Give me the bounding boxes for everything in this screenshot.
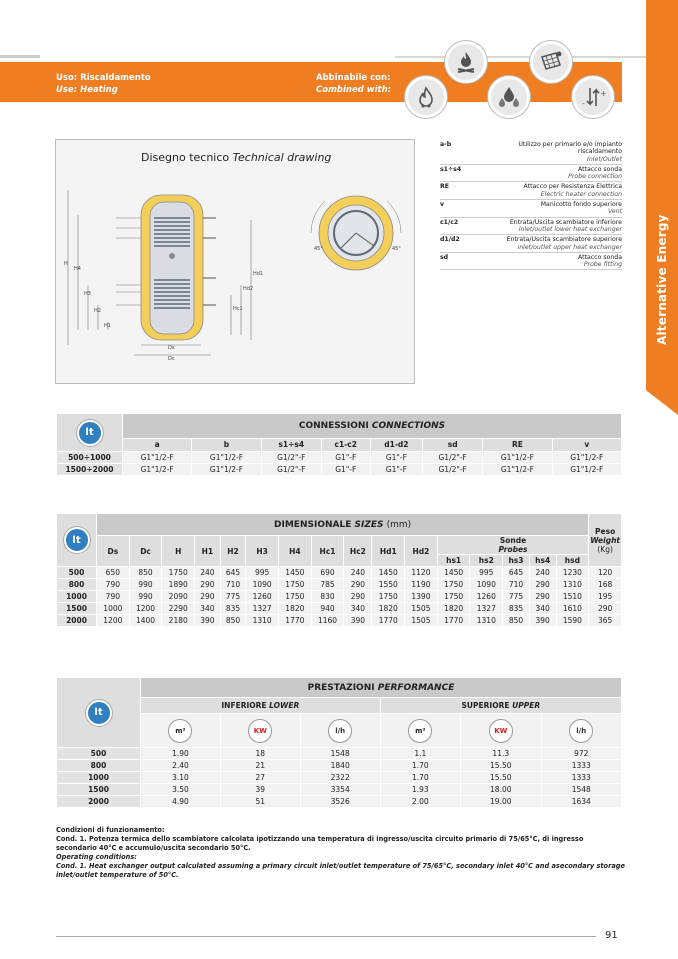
cell: 1450 bbox=[372, 567, 405, 579]
cell: 1550 bbox=[372, 579, 405, 591]
legend-key: d1/d2 bbox=[440, 236, 460, 244]
legend-value: Manicotto fondo superiore Vent bbox=[480, 201, 622, 216]
cell: 290 bbox=[589, 603, 622, 615]
cell: 990 bbox=[129, 579, 162, 591]
cell: 168 bbox=[589, 579, 622, 591]
cell: 790 bbox=[97, 579, 130, 591]
cell: 15.50 bbox=[461, 772, 541, 784]
cell: 3526 bbox=[300, 796, 380, 808]
cell: 340 bbox=[195, 603, 221, 615]
cell: 650 bbox=[97, 567, 130, 579]
connections-table bbox=[56, 413, 622, 476]
cell: 1634 bbox=[541, 796, 622, 808]
cell: 1548 bbox=[300, 748, 380, 760]
legend-value: Entrata/Uscita scambiatore inferiore inlet/outlet lower heat exchanger bbox=[480, 219, 622, 234]
column-header: Hc1 bbox=[311, 536, 344, 567]
performance-table bbox=[56, 677, 622, 808]
cell: G1"1/2-F bbox=[483, 452, 552, 464]
cell: 940 bbox=[311, 603, 344, 615]
legend-row bbox=[440, 235, 622, 253]
row-label: 1000 bbox=[57, 591, 97, 603]
legend-row bbox=[440, 218, 622, 236]
liters-icon: lt bbox=[86, 700, 112, 726]
top-rule-left bbox=[0, 55, 40, 58]
legend-key: c1/c2 bbox=[440, 218, 459, 226]
svg-text:H: H bbox=[64, 261, 68, 267]
cell: 1770 bbox=[437, 615, 470, 627]
legend-value-en: Electric heater connection bbox=[540, 190, 622, 198]
performance-title: PRESTAZIONI PERFORMANCE bbox=[141, 678, 622, 698]
column-header: b bbox=[192, 438, 261, 451]
cell: 2.40 bbox=[141, 760, 221, 772]
cell: 835 bbox=[220, 603, 246, 615]
cell: 645 bbox=[220, 567, 246, 579]
cell: 1.70 bbox=[380, 760, 460, 772]
cell: 775 bbox=[503, 591, 530, 603]
sizes-title: DIMENSIONALE SIZES (mm) bbox=[97, 514, 589, 536]
cell: 1200 bbox=[97, 615, 130, 627]
row-label: 1500 bbox=[57, 603, 97, 615]
column-header: s1÷s4 bbox=[261, 438, 321, 451]
footer-rule bbox=[56, 936, 596, 937]
column-header: RE bbox=[483, 438, 552, 451]
cell: 1610 bbox=[556, 603, 589, 615]
cell: 390 bbox=[529, 615, 556, 627]
cell: 995 bbox=[470, 567, 503, 579]
table-row bbox=[57, 615, 622, 627]
column-header: H1 bbox=[195, 536, 221, 567]
legend-value: Utilizzo per primario e/o impianto riscaldamento Inlet/Outlet bbox=[480, 141, 622, 163]
cell: 1400 bbox=[129, 615, 162, 627]
svg-text:45°: 45° bbox=[392, 246, 401, 252]
unit-icon: l/h bbox=[328, 719, 352, 743]
cell: 1190 bbox=[405, 579, 438, 591]
legend-value-en: Probe connection bbox=[568, 173, 622, 181]
svg-text:Hd2: Hd2 bbox=[243, 286, 254, 292]
cell: 120 bbox=[589, 567, 622, 579]
legend-value: Attacco per Resistenza Elettrica Electric heater connection bbox=[480, 183, 622, 198]
cell: G1"-F bbox=[321, 464, 370, 476]
column-header: hs1 bbox=[437, 555, 470, 567]
unit-cell bbox=[541, 714, 622, 748]
column-header: sd bbox=[423, 438, 483, 451]
technical-drawing-panel bbox=[55, 139, 415, 384]
cell: 390 bbox=[344, 615, 372, 627]
cell: G1"-F bbox=[370, 464, 422, 476]
cell: 365 bbox=[589, 615, 622, 627]
legend-row bbox=[440, 200, 622, 218]
operating-notes: Condizioni di funzionamento: Cond. 1. Potenza termica dello scambiatore calcolata ipotizzando una temperatura di ingresso/uscita circuito primario di 75/65°C, di ingresso secondario 40°C e accumulo/uscita secondario 50°C. Operating conditions: Cond. 1. Heat exchanger output calculated assuming a primary circuit inlet/outlet temperature of 75/65°C, secondary inlet 40°C and asecondary storage inlet/outlet temperature of 50°C. bbox=[56, 826, 625, 879]
cell: 710 bbox=[503, 579, 530, 591]
cell: 2322 bbox=[300, 772, 380, 784]
cell: 290 bbox=[529, 591, 556, 603]
cell: 2090 bbox=[162, 591, 195, 603]
cell: 15.50 bbox=[461, 760, 541, 772]
probes-header bbox=[437, 536, 588, 555]
cell: 290 bbox=[195, 579, 221, 591]
cell: 1260 bbox=[246, 591, 279, 603]
cell: G1"1/2-F bbox=[483, 464, 552, 476]
cell: 1590 bbox=[556, 615, 589, 627]
svg-text:Hd1: Hd1 bbox=[253, 271, 264, 277]
cell: G1/2"-F bbox=[261, 452, 321, 464]
solar-panel-icon bbox=[530, 41, 572, 83]
cell: 18 bbox=[220, 748, 300, 760]
column-header: H bbox=[162, 536, 195, 567]
cell: G1"-F bbox=[370, 452, 422, 464]
legend-value-en: inlet/outlet upper heat exchanger bbox=[517, 243, 622, 251]
column-header: H4 bbox=[279, 536, 312, 567]
unit-cell bbox=[380, 714, 460, 748]
cell: 1750 bbox=[372, 591, 405, 603]
cell: 18.00 bbox=[461, 784, 541, 796]
liters-icon: lt bbox=[64, 527, 90, 553]
combined-label: Abbinabile con: Combined with: bbox=[316, 73, 392, 95]
cell: G1"1/2-F bbox=[192, 452, 261, 464]
cell: 240 bbox=[195, 567, 221, 579]
column-header: c1-c2 bbox=[321, 438, 370, 451]
unit-cell bbox=[220, 714, 300, 748]
sizes-table bbox=[56, 513, 622, 627]
cell: 3354 bbox=[300, 784, 380, 796]
legend bbox=[440, 140, 622, 270]
cell: 1750 bbox=[162, 567, 195, 579]
cell: 290 bbox=[344, 579, 372, 591]
cell: 1.1 bbox=[380, 748, 460, 760]
legend-value: Attacco sonda Probe fitting bbox=[480, 254, 622, 269]
cell: 775 bbox=[220, 591, 246, 603]
cell: 1000 bbox=[97, 603, 130, 615]
upper-header: SUPERIORE UPPER bbox=[380, 698, 621, 714]
row-label: 1000 bbox=[57, 772, 141, 784]
cell: 2290 bbox=[162, 603, 195, 615]
probes-label-en: Probes bbox=[498, 545, 528, 554]
cell: 1820 bbox=[279, 603, 312, 615]
svg-text:Ds: Ds bbox=[168, 345, 175, 351]
table-row bbox=[57, 452, 622, 464]
cell: 1510 bbox=[556, 591, 589, 603]
unit-icon: m² bbox=[408, 719, 432, 743]
row-label: 2000 bbox=[57, 796, 141, 808]
cell: 39 bbox=[220, 784, 300, 796]
legend-row bbox=[440, 140, 622, 165]
table-row bbox=[57, 603, 622, 615]
cell: 1750 bbox=[279, 579, 312, 591]
legend-row bbox=[440, 182, 622, 200]
row-label: 800 bbox=[57, 760, 141, 772]
cell: 1230 bbox=[556, 567, 589, 579]
cell: 1750 bbox=[437, 579, 470, 591]
cell: 340 bbox=[529, 603, 556, 615]
cell: 830 bbox=[311, 591, 344, 603]
cell: G1"1/2-F bbox=[123, 464, 192, 476]
column-header: Ds bbox=[97, 536, 130, 567]
legend-row bbox=[440, 165, 622, 183]
cell: 1310 bbox=[556, 579, 589, 591]
row-label: 500 bbox=[57, 748, 141, 760]
cell: 2180 bbox=[162, 615, 195, 627]
cell: 1750 bbox=[437, 591, 470, 603]
column-header: hs2 bbox=[470, 555, 503, 567]
cell: 19.00 bbox=[461, 796, 541, 808]
cell: 645 bbox=[503, 567, 530, 579]
cell: 1450 bbox=[279, 567, 312, 579]
cell: 1.70 bbox=[380, 772, 460, 784]
sidebar-tab bbox=[646, 0, 678, 959]
cell: 3.50 bbox=[141, 784, 221, 796]
row-label: 1500 bbox=[57, 784, 141, 796]
probes-label: Sonde bbox=[499, 536, 527, 545]
cell: G1"1/2-F bbox=[192, 464, 261, 476]
column-header: hs3 bbox=[503, 555, 530, 567]
cell: G1"1/2-F bbox=[552, 452, 621, 464]
cell: 240 bbox=[529, 567, 556, 579]
column-header: d1-d2 bbox=[370, 438, 422, 451]
cell: 4.90 bbox=[141, 796, 221, 808]
lower-header: INFERIORE LOWER bbox=[141, 698, 381, 714]
table-row bbox=[57, 796, 622, 808]
unit-icon: l/h bbox=[569, 719, 593, 743]
weight-header: Peso Weight (Kg) bbox=[589, 514, 622, 567]
svg-text:Dc: Dc bbox=[168, 356, 175, 362]
cell: 1333 bbox=[541, 772, 622, 784]
row-label: 500÷1000 bbox=[57, 452, 123, 464]
cell: 1090 bbox=[470, 579, 503, 591]
cell: 1310 bbox=[246, 615, 279, 627]
cell: 1327 bbox=[246, 603, 279, 615]
cell: 1450 bbox=[437, 567, 470, 579]
table-row bbox=[57, 567, 622, 579]
cell: 1260 bbox=[470, 591, 503, 603]
column-header: H3 bbox=[246, 536, 279, 567]
heat-pump-icon bbox=[572, 76, 614, 118]
water-drops-icon bbox=[488, 76, 530, 118]
cell: G1/2"-F bbox=[423, 464, 483, 476]
cell: 1840 bbox=[300, 760, 380, 772]
cell: 21 bbox=[220, 760, 300, 772]
cell: 1505 bbox=[405, 615, 438, 627]
cell: 1310 bbox=[470, 615, 503, 627]
legend-value-en: Vent bbox=[607, 208, 622, 216]
column-header: Hd1 bbox=[372, 536, 405, 567]
cell: 340 bbox=[344, 603, 372, 615]
svg-text:H3: H3 bbox=[84, 291, 91, 297]
cell: 290 bbox=[529, 579, 556, 591]
legend-value: Attacco sonda Probe connection bbox=[480, 166, 622, 181]
gas-flame-icon bbox=[405, 76, 447, 118]
cell: 850 bbox=[129, 567, 162, 579]
column-header: Hc2 bbox=[344, 536, 372, 567]
cell: 1820 bbox=[437, 603, 470, 615]
svg-text:H4: H4 bbox=[74, 266, 81, 272]
svg-text:+: + bbox=[600, 89, 607, 98]
cell: 995 bbox=[246, 567, 279, 579]
cell: 710 bbox=[220, 579, 246, 591]
cell: G1"-F bbox=[321, 452, 370, 464]
cell: 1.93 bbox=[380, 784, 460, 796]
cell: 850 bbox=[220, 615, 246, 627]
row-label: 1500÷2000 bbox=[57, 464, 123, 476]
cell: 195 bbox=[589, 591, 622, 603]
column-header: hsd bbox=[556, 555, 589, 567]
column-header: H2 bbox=[220, 536, 246, 567]
column-header: hs4 bbox=[529, 555, 556, 567]
cell: 1.90 bbox=[141, 748, 221, 760]
usage-label: Uso: Riscaldamento Use: Heating bbox=[56, 73, 151, 95]
legend-key: s1÷s4 bbox=[440, 165, 462, 173]
unit-icon: KW bbox=[489, 719, 513, 743]
technical-drawing bbox=[56, 140, 414, 383]
cell: 990 bbox=[129, 591, 162, 603]
cell: 2.00 bbox=[380, 796, 460, 808]
cell: 1770 bbox=[372, 615, 405, 627]
svg-text:H1: H1 bbox=[104, 323, 111, 329]
row-label: 2000 bbox=[57, 615, 97, 627]
svg-text:H2: H2 bbox=[94, 308, 101, 314]
cell: G1"1/2-F bbox=[123, 452, 192, 464]
cell: 785 bbox=[311, 579, 344, 591]
legend-value-en: Probe fitting bbox=[583, 261, 622, 269]
column-header: a bbox=[123, 438, 192, 451]
cell: 3.10 bbox=[141, 772, 221, 784]
column-header: v bbox=[552, 438, 621, 451]
cell: 790 bbox=[97, 591, 130, 603]
cell: 1090 bbox=[246, 579, 279, 591]
cell: 850 bbox=[503, 615, 530, 627]
row-label: 500 bbox=[57, 567, 97, 579]
unit-cell bbox=[461, 714, 541, 748]
connections-title: CONNESSIONI CONNECTIONS bbox=[123, 414, 622, 439]
unit-cell bbox=[300, 714, 380, 748]
cell: 11.3 bbox=[461, 748, 541, 760]
cell: 972 bbox=[541, 748, 622, 760]
cell: 1750 bbox=[279, 591, 312, 603]
table-row bbox=[57, 464, 622, 476]
liters-icon: lt bbox=[77, 420, 103, 446]
table-row bbox=[57, 760, 622, 772]
table-row bbox=[57, 784, 622, 796]
legend-value: Entrata/Uscita scambiatore superiore inlet/outlet upper heat exchanger bbox=[480, 236, 622, 251]
cell: G1"1/2-F bbox=[552, 464, 621, 476]
cell: 290 bbox=[344, 591, 372, 603]
cell: 690 bbox=[311, 567, 344, 579]
cell: 1120 bbox=[405, 567, 438, 579]
cell: 1160 bbox=[311, 615, 344, 627]
cell: 290 bbox=[195, 591, 221, 603]
wood-fire-icon bbox=[445, 41, 487, 83]
legend-value-en: inlet/outlet lower heat exchanger bbox=[518, 225, 622, 233]
legend-key: RE bbox=[440, 183, 449, 191]
cell: 51 bbox=[220, 796, 300, 808]
legend-value-en: Inlet/Outlet bbox=[587, 155, 622, 163]
page-number: 91 bbox=[605, 930, 618, 941]
legend-key: a-b bbox=[440, 141, 452, 148]
cell: 1200 bbox=[129, 603, 162, 615]
cell: 1820 bbox=[372, 603, 405, 615]
table-row bbox=[57, 579, 622, 591]
column-header: Hd2 bbox=[405, 536, 438, 567]
cell: 1390 bbox=[405, 591, 438, 603]
cell: 1327 bbox=[470, 603, 503, 615]
cell: G1/2"-F bbox=[423, 452, 483, 464]
svg-text:-: - bbox=[582, 99, 585, 108]
legend-key: sd bbox=[440, 253, 449, 261]
unit-icon: m² bbox=[168, 719, 192, 743]
cell: 835 bbox=[503, 603, 530, 615]
cell: 1333 bbox=[541, 760, 622, 772]
table-row bbox=[57, 591, 622, 603]
legend-key: v bbox=[440, 201, 445, 209]
cell: 1890 bbox=[162, 579, 195, 591]
cell: 240 bbox=[344, 567, 372, 579]
cell: 1770 bbox=[279, 615, 312, 627]
table-row bbox=[57, 772, 622, 784]
legend-row bbox=[440, 253, 622, 271]
column-header: Dc bbox=[129, 536, 162, 567]
drawing-title: Disegno tecnico Technical drawing bbox=[141, 151, 332, 164]
cell: 1548 bbox=[541, 784, 622, 796]
cell: 390 bbox=[195, 615, 221, 627]
table-row bbox=[57, 748, 622, 760]
sidebar-label: Alternative Energy bbox=[655, 214, 669, 346]
cell: 27 bbox=[220, 772, 300, 784]
svg-text:45°: 45° bbox=[314, 246, 323, 252]
svg-text:Hc1: Hc1 bbox=[233, 306, 243, 312]
unit-icon: KW bbox=[248, 719, 272, 743]
cell: 1505 bbox=[405, 603, 438, 615]
row-label: 800 bbox=[57, 579, 97, 591]
cell: G1/2"-F bbox=[261, 464, 321, 476]
unit-cell bbox=[141, 714, 221, 748]
